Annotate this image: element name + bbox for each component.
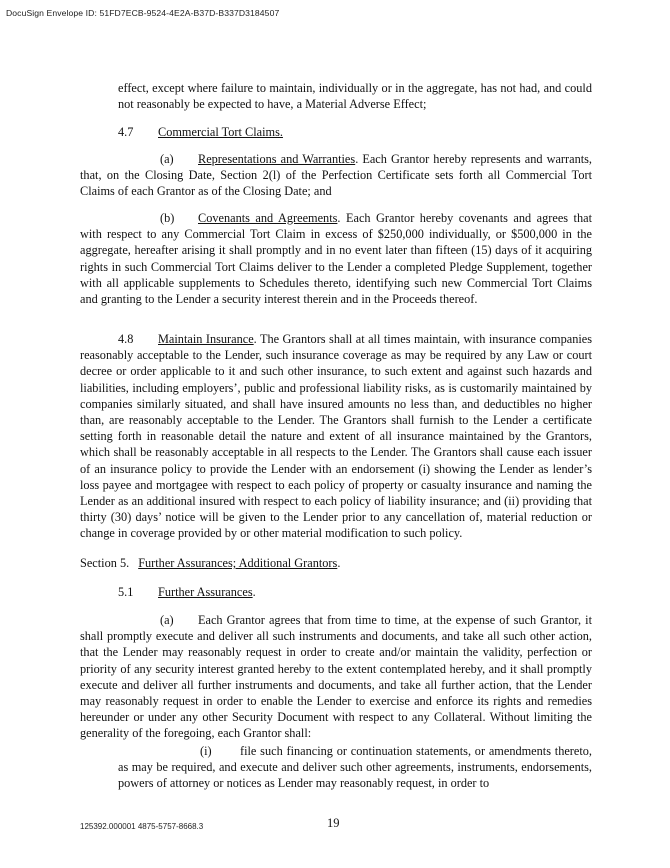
section-title-end: .	[337, 556, 341, 570]
clause-text: file such financing or continuation statements, or amendments thereto, as may be required, and execute and deliver such other agreements, instruments, endorsements, powers of attorney or notices as Lender may reasonably request, in order to	[118, 744, 592, 791]
clause-text: . Each Grantor hereby represents and warrants, that, on the Closing Date, Section 2(l) of the Perfection Certificate sets forth all Commercial Tort Claims of each Grantor as of the Closing Date; and	[80, 152, 592, 199]
section-title-end: .	[252, 585, 256, 599]
clause-text: Each Grantor agrees that from time to time, at the expense of such Grantor, it shall promptly execute and deliver all such instruments and documents, and take all such other action, that the Lender may reasonably request in order to create and/or maintain the validity, perfection or priority of any security interest granted hereby to the extent contemplated hereby, and it shall promptly execute and deliver all further instruments and documents, and take all further action, that the Lender may reasonably request in order to enable the Lender to exercise and enforce its rights and remedies hereunder or under any other Security Document with respect to any Collateral. Without limiting the generality of the foregoing, each Grantor shall:	[80, 613, 592, 741]
continuation-paragraph: effect, except where failure to maintain, individually or in the aggregate, has not had, and could not reasonably be expected to have, a Material Adverse Effect;	[118, 81, 592, 112]
section-title: Commercial Tort Claims.	[158, 125, 283, 139]
section-number: 4.7	[118, 125, 134, 139]
clause-label: (a)	[160, 152, 174, 166]
clause-text: . Each Grantor hereby covenants and agrees that with respect to any Commercial Tort Claim in excess of $250,000 individually, or $500,000 in the aggregate, hereafter arising it shall promptly and in no event later than fifteen (15) days of it acquiring rights in such Commercial Tort Claims deliver to the Lender a completed Pledge Supplement, together with all applicable supplements to Schedules thereto, identifying such new Commercial Tort Claims and granting to the Lender a security interest therein and in the Proceeds thereof.	[80, 211, 592, 307]
clause-label: (b)	[160, 211, 175, 225]
clause-label: (i)	[200, 744, 212, 758]
page-number: 19	[327, 816, 340, 830]
section-label: Section 5.	[80, 556, 130, 570]
section-5-heading	[80, 555, 592, 571]
section-5-1-a-i-paragraph	[118, 743, 592, 792]
section-5-1-a-paragraph	[80, 612, 592, 742]
section-number: 5.1	[118, 585, 134, 599]
section-text: . The Grantors shall at all times maintain, with insurance companies reasonably acceptable to the Lender, such insurance coverage as may be required by any Law or court decree or order applicable to it and such other insurance, to such extent and against such hazards and liabilities, including employers’, public and professional liability risks, as is customarily maintained by companies similarly situated, and shall have insured amounts no less than, and deductibles no higher than, are reasonably acceptable to the Lender. The Grantors shall furnish to the Lender a certificate setting forth in reasonable detail the nature and extent of all insurance maintained by the Grantors, which shall be reasonably acceptable in all respects to the Lender. The Grantors shall cause each issuer of an insurance policy to provide the Lender with an endorsement (i) showing the Lender as lender’s loss payee and mortgagee with respect to each policy of property or casualty insurance and naming the Lender as an additional insured with respect to each policy of liability insurance; and (ii) providing that thirty (30) days’ notice will be given to the Lender prior to any cancellation of, material reduction or change in coverage provided by or other material modification to such policy.	[80, 332, 592, 541]
section-title: Further Assurances; Additional Grantors	[138, 556, 338, 570]
section-4-7-b-paragraph	[80, 210, 592, 307]
clause-title: Representations and Warranties	[198, 152, 356, 166]
clause-label: (a)	[160, 613, 174, 627]
section-title: Maintain Insurance	[158, 332, 254, 346]
section-4-8-paragraph	[80, 331, 592, 542]
document-id-footer: 125392.000001 4875-5757-8668.3	[80, 822, 204, 831]
docusign-envelope-id: DocuSign Envelope ID: 51FD7ECB-9524-4E2A-B37D-B337D3184507	[6, 8, 280, 18]
section-number: 4.8	[118, 332, 134, 346]
section-4-7-heading	[118, 124, 592, 140]
section-5-1-heading	[118, 584, 592, 600]
section-4-7-a-paragraph	[80, 151, 592, 200]
clause-title: Covenants and Agreements	[198, 211, 338, 225]
section-title: Further Assurances	[158, 585, 253, 599]
